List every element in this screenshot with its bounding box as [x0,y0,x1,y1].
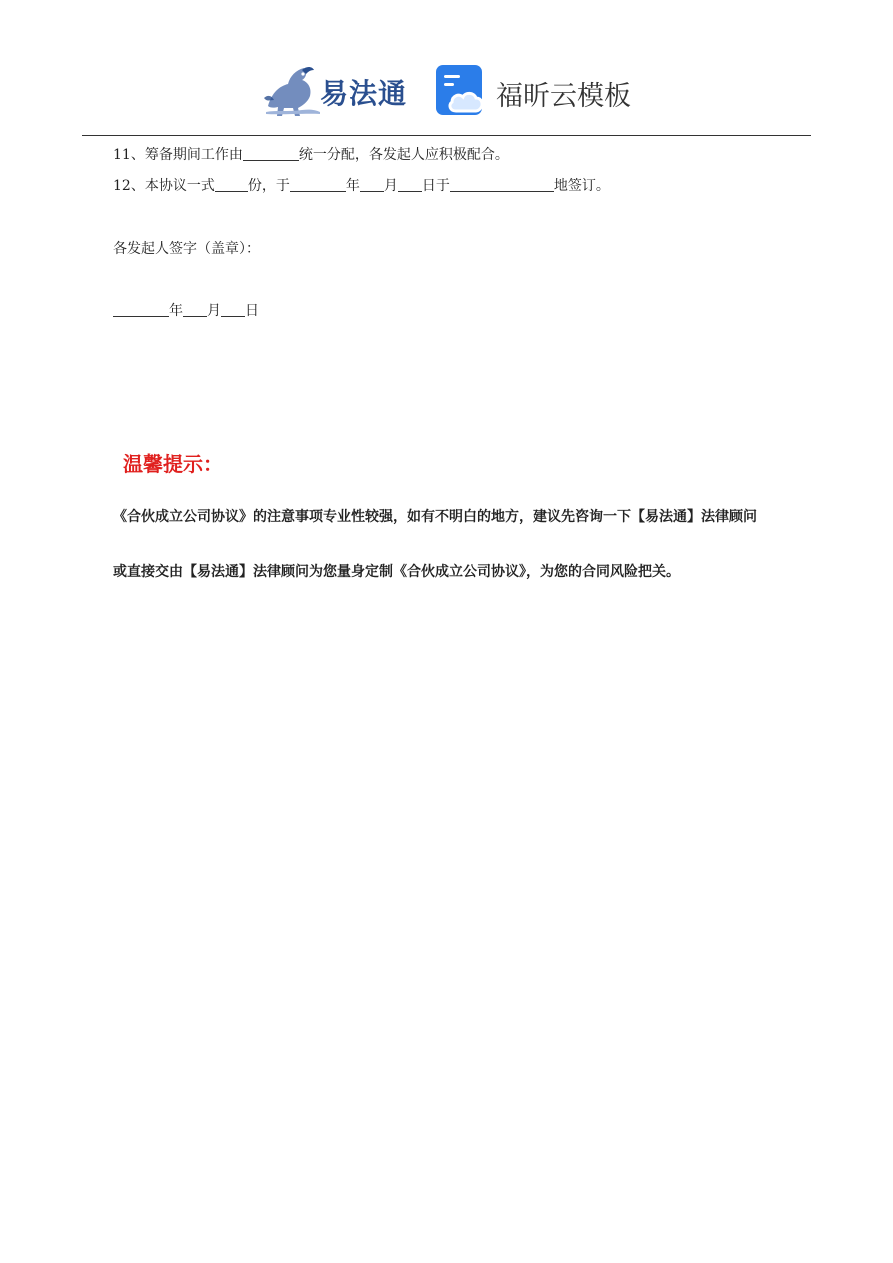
clause-12-prefix: 12、本协议一式 [113,178,215,194]
blank-year [290,177,346,192]
sign-year: 年 [169,303,183,319]
signature-date-line [113,302,259,320]
clause-12-suffix: 地签订。 [553,178,610,194]
blank-sign-month [183,302,207,317]
signature-label: 各发起人签字（盖章）： [113,241,260,257]
foxit-template-brand [436,65,636,119]
foxit-template-brand-name: 福昕云模板 [496,81,631,112]
page-header [0,60,893,124]
header-divider [82,135,811,136]
tip-line-1: 《合伙成立公司协议》的注意事项专业性较强，如有不明白的地方，建议先咨询一下【易法通】法律顾问 [113,509,757,525]
clause-12-day-at: 日于 [421,178,450,194]
sign-month: 月 [207,303,221,319]
cloud-document-icon [436,65,488,117]
clause-12-year: 年 [345,178,360,194]
blank-coordinator [243,146,299,161]
blank-sign-day [221,302,245,317]
clause-12 [113,177,610,195]
qilin-logo-icon [262,62,322,118]
yifatong-brand-name: 易法通 [320,77,408,110]
sign-day: 日 [245,303,259,319]
blank-month [360,177,384,192]
clause-11-suffix: 统一分配，各发起人应积极配合。 [298,147,509,163]
clause-12-part2: 份，于 [247,178,290,194]
blank-copies [215,177,248,192]
tip-title: 温馨提示： [123,452,223,476]
clause-12-month: 月 [383,178,398,194]
tip-line-2: 或直接交由【易法通】法律顾问为您量身定制《合伙成立公司协议》，为您的合同风险把关。 [113,564,680,580]
clause-11 [113,146,509,164]
yifatong-brand [262,62,414,118]
blank-sign-year [113,302,169,317]
clause-11-prefix: 11、筹备期间工作由 [113,147,243,163]
blank-day [398,177,422,192]
blank-place [450,177,554,192]
